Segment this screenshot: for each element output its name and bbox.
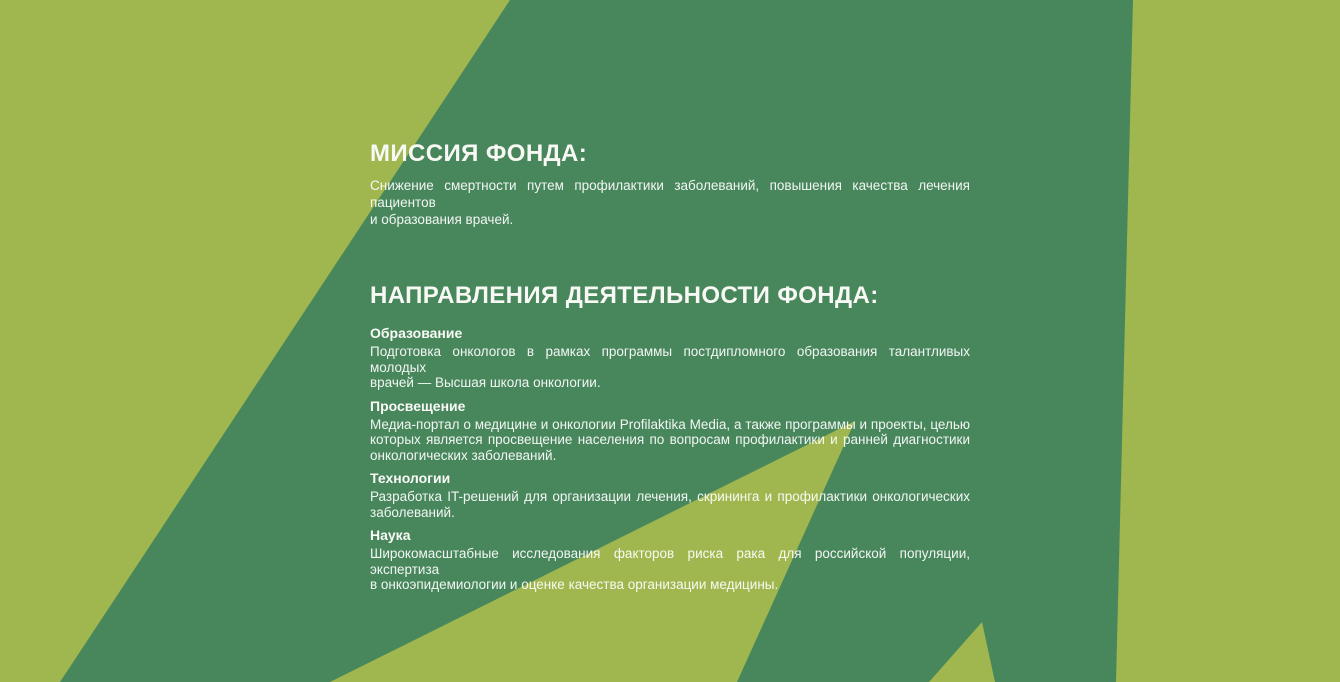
section-label: Технологии: [370, 470, 451, 486]
section-education: [370, 325, 970, 391]
section-line: которых является просвещение населения по вопросам профилактики и ранней диагностики: [370, 432, 970, 447]
mission-heading: МИССИЯ ФОНДА:: [370, 140, 588, 167]
section-line: заболеваний.: [370, 504, 455, 520]
mission-line: и образования врачей.: [370, 212, 514, 227]
section-line: Разработка IT-решений для организации лечения, скрининга и профилактики онкологических: [370, 489, 970, 504]
section-paragraph: [370, 417, 970, 464]
section-line: врачей — Высшая школа онкологии.: [370, 375, 601, 390]
section-technology: [370, 470, 970, 520]
section-line: онкологических заболеваний.: [370, 447, 557, 463]
mission-paragraph: [370, 177, 970, 228]
directions-heading: НАПРАВЛЕНИЯ ДЕЯТЕЛЬНОСТИ ФОНДА:: [370, 282, 879, 309]
section-paragraph: [370, 489, 970, 520]
section-enlightenment: [370, 398, 970, 464]
mission-line: Снижение смертности путем профилактики заболеваний, повышения качества лечения пациентов: [370, 178, 970, 210]
section-label: Образование: [370, 325, 463, 341]
content-column: [370, 139, 970, 593]
section-paragraph: [370, 546, 970, 593]
section-label: Просвещение: [370, 397, 466, 414]
section-line: в онкоэпидемиологии и оценке качества организации медицины.: [370, 577, 779, 592]
section-line: Подготовка онкологов в рамках программы постдипломного образования талантливых молодых: [370, 344, 970, 375]
section-line: Широкомасштабные исследования факторов риска рака для российской популяции, экспертиза: [370, 546, 970, 577]
directions-sections: [370, 325, 970, 593]
section-label: Наука: [370, 527, 411, 543]
section-line: Медиа-портал о медицине и онкологии Profilaktika Media, а также программы и проекты, целью: [370, 416, 970, 432]
section-science: [370, 527, 970, 593]
section-paragraph: [370, 344, 970, 391]
